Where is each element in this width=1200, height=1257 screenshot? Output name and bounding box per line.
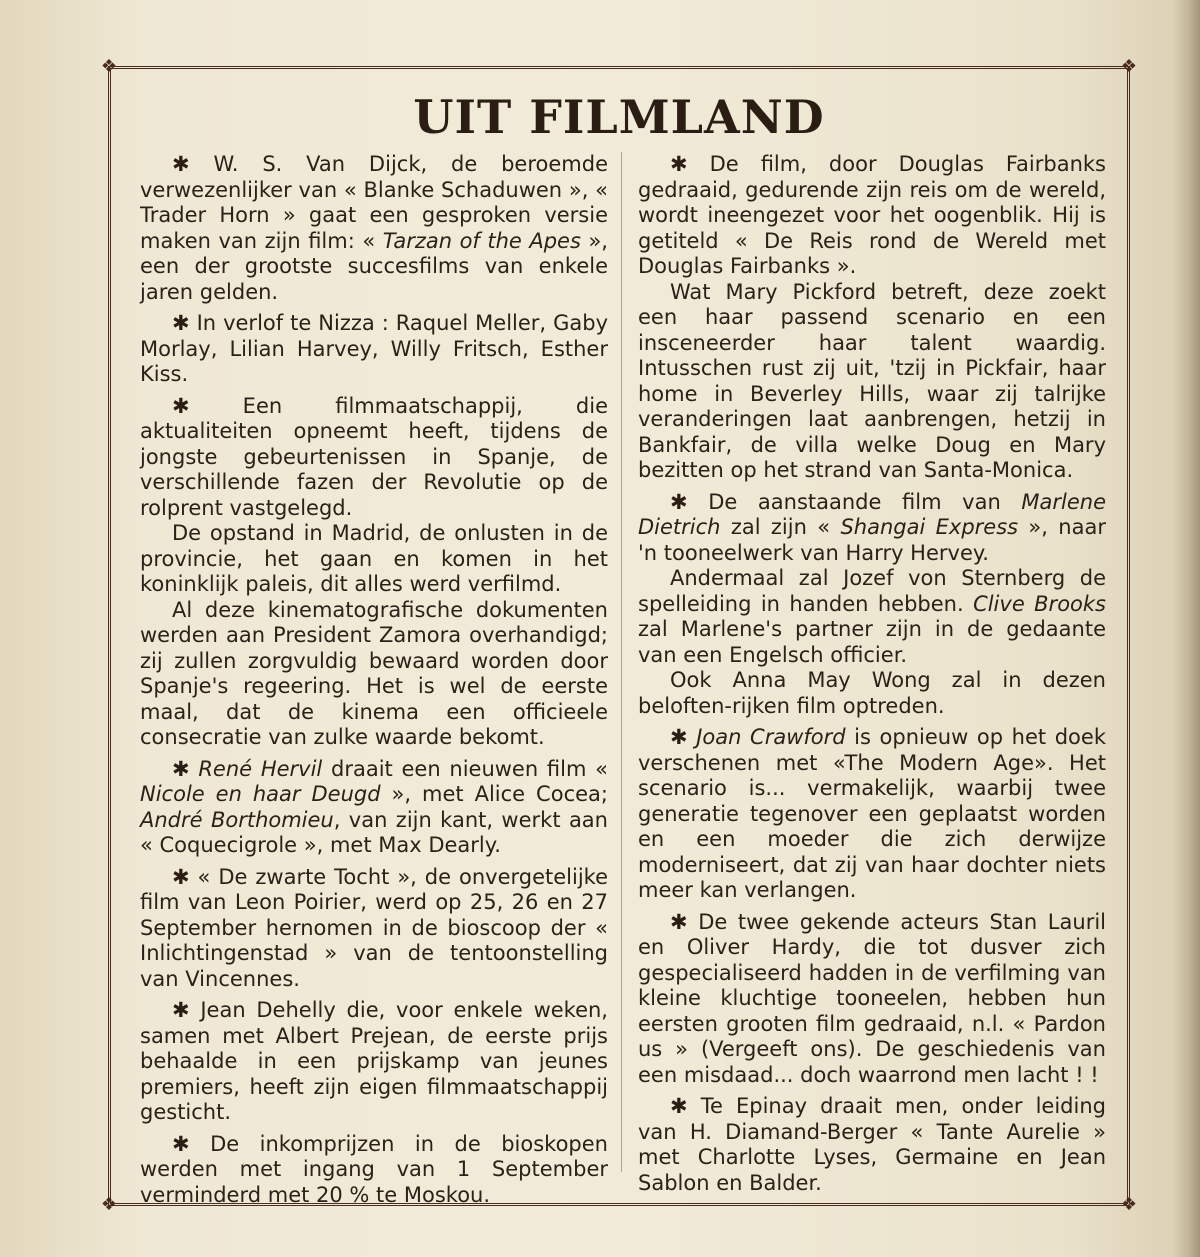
paragraph-text: », een der grootste succesfilms van enkele jaren gelden.	[140, 228, 608, 304]
italic-name: Joan Crawford	[696, 725, 846, 749]
article-paragraph	[140, 311, 608, 388]
star-bullet-icon: ✱	[172, 152, 214, 176]
article-paragraph	[140, 998, 608, 1126]
article-paragraph	[140, 757, 608, 859]
article-paragraph	[638, 152, 1106, 280]
paragraph-text: », naar 'n tooneelwerk van Harry Hervey.	[638, 515, 1106, 565]
paragraph-text: In verlof te Nizza : Raquel Meller, Gaby Morlay, Lilian Harvey, Willy Fritsch, Esther Kiss.	[140, 311, 608, 386]
paragraph-text: « De zwarte Tocht », de onvergetelijke film van Leon Poirier, werd op 25, 26 en 27 September hernomen in de bioscoop der « Inlichtingenstad » van de tentoonstelling van Vincennes.	[140, 864, 608, 991]
paragraph-text: Een filmmaatschappij, die aktualiteiten opneemt heeft, tijdens de jongste gebeurtenissen in Spanje, de verschillende fazen der Revolutie op de rolprent vastgelegd.	[140, 393, 608, 520]
paragraph-text: Wat Mary Pickford betreft, deze zoekt een haar passend scenario en een insceneerder haar talent waardig. Intusschen rust zij uit, 'tzij in Pickfair, haar home in Beverley Hills, waar zij talrijke veranderingen laat aanbrengen, hetzij in Bankfair, de villa welke Doug en Mary bezitten op het strand van Santa-Monica.	[638, 279, 1106, 482]
star-bullet-icon: ✱	[670, 1094, 701, 1118]
paragraph-text: Andermaal zal Jozef von Sternberg de spelleiding in handen hebben.	[638, 566, 1106, 616]
star-bullet-icon: ✱	[172, 998, 201, 1022]
paragraph-text: zal zijn «	[720, 515, 841, 539]
star-bullet-icon: ✱	[670, 152, 710, 176]
corner-ornament-icon: ❖	[100, 56, 118, 77]
article-paragraph	[140, 865, 608, 993]
article-paragraph	[140, 394, 608, 522]
star-bullet-icon: ✱	[172, 1131, 211, 1156]
article-paragraph	[638, 910, 1106, 1089]
corner-ornament-icon: ❖	[1120, 1194, 1138, 1215]
paragraph-text: », met Alice Cocea;	[380, 782, 608, 806]
paragraph-text: , van zijn kant, werkt aan « Coquecigrole », met Max Dearly.	[140, 807, 608, 857]
corner-ornament-icon: ❖	[1120, 56, 1138, 77]
article-paragraph	[638, 725, 1106, 904]
italic-name: Shangai Express	[840, 515, 1019, 539]
italic-name: Nicole en haar Deugd	[140, 782, 381, 806]
paragraph-text: De film, door Douglas Fairbanks gedraaid, gedurende zijn reis om de wereld, wordt ineengezet voor het oogenblik. Hij is getiteld « De Reis rond de Wereld met Douglas Fairbanks ».	[638, 152, 1106, 278]
right-column	[638, 152, 1106, 1196]
article-paragraph	[140, 598, 608, 751]
article-paragraph	[638, 566, 1106, 668]
italic-name: Tarzan of the Apes	[382, 228, 581, 253]
paragraph-text: Ook Anna May Wong zal in dezen beloften-rijken film optreden.	[638, 668, 1106, 718]
paragraph-text: Al deze kinematografische dokumenten werden aan President Zamora overhandigd; zij zullen zorgvuldig bewaard worden door Spanje's regeering. Het is wel de eerste maal, dat de kinema een officieele consecratie van zulke waarde bekomt.	[140, 597, 608, 749]
article-paragraph	[140, 1132, 608, 1209]
article-paragraph	[638, 668, 1106, 719]
corner-ornament-icon: ❖	[100, 1194, 118, 1215]
column-divider	[621, 152, 622, 1172]
italic-name: Marlene Dietrich	[638, 489, 1107, 539]
star-bullet-icon: ✱	[172, 393, 243, 418]
italic-name: Clive Brooks	[973, 591, 1106, 616]
left-column	[140, 152, 608, 1208]
italic-name: René Hervil	[198, 756, 323, 781]
paragraph-text: draait een nieuwen film «	[322, 756, 608, 781]
page-binding-shadow	[1172, 0, 1200, 1257]
article-paragraph	[638, 280, 1106, 484]
page-title: UIT FILMLAND	[413, 90, 825, 144]
paragraph-text: W. S. Van Dijck, de beroemde verwezenlijker van « Blanke Schaduwen », « Trader Horn » gaat een gesproken versie maken van zijn film: «	[140, 152, 608, 253]
paragraph-text: De opstand in Madrid, de onlusten in de provincie, het gaan en komen in het koninklijk paleis, dit alles werd verfilmd.	[140, 521, 608, 596]
article-paragraph	[140, 152, 608, 305]
paragraph-text: De twee gekende acteurs Stan Lauril en Oliver Hardy, die tot dusver zich gespecialiseerd hadden in de verfilming van kleine kluchtige tooneelen, hebben hun eersten grooten film gedraaid, n.l. « Pardon us » (Vergeeft ons). De geschiedenis van een misdaad... doch waarrond men lacht ! !	[638, 909, 1106, 1087]
star-bullet-icon: ✱	[172, 756, 199, 781]
paragraph-text: De aanstaande film van	[708, 489, 1022, 514]
paragraph-text: zal Marlene's partner zijn in de gedaante van een Engelsch officier.	[638, 617, 1106, 667]
star-bullet-icon: ✱	[172, 311, 197, 335]
paragraph-text: Te Epinay draait men, onder leiding van H. Diamand-Berger « Tante Aurelie » met Charlotte Lyses, Germaine en Jean Sablon en Balder.	[638, 1094, 1106, 1195]
article-paragraph	[638, 490, 1106, 567]
italic-name: André Borthomieu	[140, 807, 334, 832]
star-bullet-icon: ✱	[670, 489, 709, 514]
star-bullet-icon: ✱	[670, 725, 697, 749]
paragraph-text: is opnieuw op het doek verschenen met «The Modern Age». Het scenario is... vermakelijk, waarbij twee generatie tegenover een geplaatst worden en een moeder die zich derwijze moderniseert, dat zij van haar dochter niets meer kan verlangen.	[638, 725, 1106, 902]
star-bullet-icon: ✱	[670, 909, 699, 934]
paragraph-text: De inkomprijzen in de bioskopen werden met ingang van 1 September verminderd met 20 % te Moskou.	[140, 1131, 608, 1207]
star-bullet-icon: ✱	[172, 864, 198, 889]
paragraph-text: Jean Dehelly die, voor enkele weken, samen met Albert Prejean, de eerste prijs behaalde in een prijskamp van jeunes premiers, heeft zijn eigen filmmaatschappij gesticht.	[140, 998, 608, 1124]
article-paragraph	[638, 1094, 1106, 1196]
article-paragraph	[140, 521, 608, 598]
